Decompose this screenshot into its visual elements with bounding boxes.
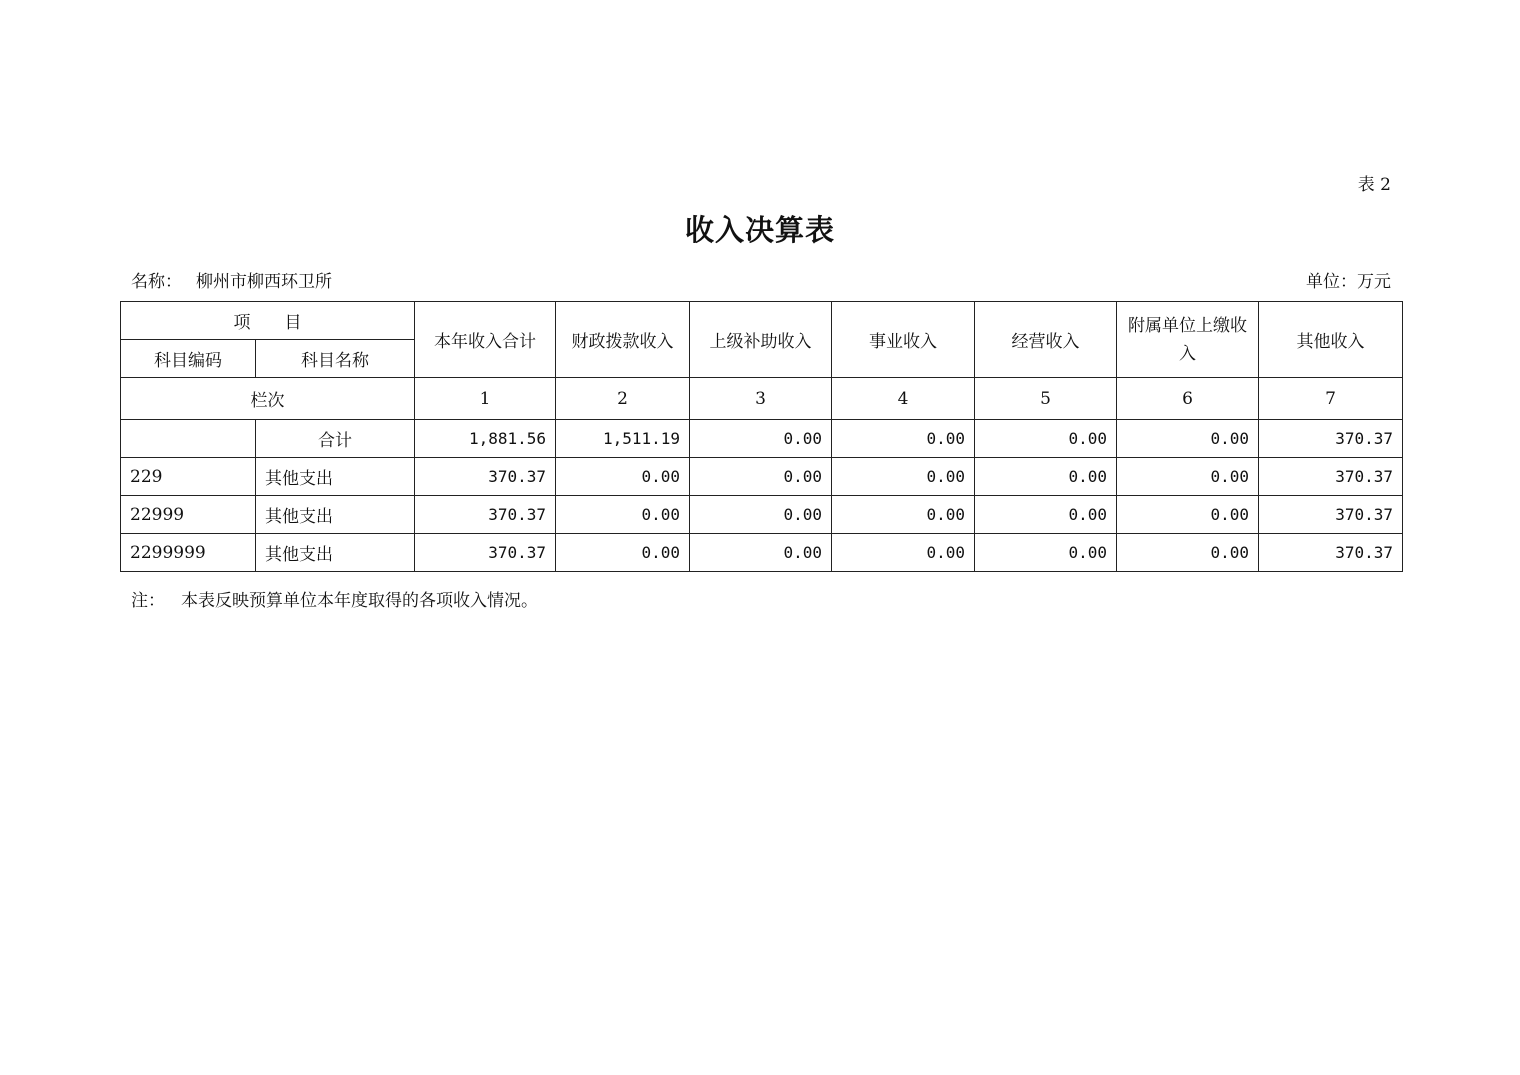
meta-row (131, 267, 1391, 291)
row-value: 370.37 (415, 534, 556, 572)
row-value: 0.00 (832, 420, 975, 458)
column-number: 4 (832, 378, 975, 420)
row-value: 1,881.56 (415, 420, 556, 458)
row-value: 0.00 (975, 496, 1117, 534)
row-code: 22999 (121, 496, 256, 534)
row-value: 370.37 (415, 458, 556, 496)
row-value: 0.00 (975, 458, 1117, 496)
row-value: 0.00 (832, 458, 975, 496)
code-header: 科目编码 (121, 340, 256, 378)
row-value: 370.37 (1259, 534, 1403, 572)
row-value: 0.00 (690, 496, 832, 534)
row-value: 370.37 (1259, 458, 1403, 496)
row-code (121, 420, 256, 458)
page-title: 收入决算表 (684, 213, 835, 247)
row-value: 0.00 (690, 420, 832, 458)
unit-label: 单位：万元 (1306, 272, 1391, 292)
org-label: 名称： (131, 272, 182, 292)
row-value: 370.37 (415, 496, 556, 534)
row-name: 合计 (256, 420, 415, 458)
row-value: 0.00 (556, 534, 690, 572)
column-index-label: 栏次 (121, 378, 415, 420)
col-header-total: 本年收入合计 (415, 302, 556, 378)
footnote-label: 注： (131, 591, 165, 611)
footnote (131, 586, 538, 611)
org-name: 柳州市柳西环卫所 (196, 272, 332, 292)
col-header-fiscal: 财政拨款收入 (556, 302, 690, 378)
header-row-1 (121, 302, 1403, 340)
row-value: 1,511.19 (556, 420, 690, 458)
row-code: 229 (121, 458, 256, 496)
row-value: 370.37 (1259, 420, 1403, 458)
row-name: 其他支出 (256, 458, 415, 496)
org-info (131, 267, 332, 292)
row-value: 0.00 (1117, 458, 1259, 496)
col-header-business: 事业收入 (832, 302, 975, 378)
row-value: 0.00 (690, 534, 832, 572)
row-value: 0.00 (690, 458, 832, 496)
column-number: 6 (1117, 378, 1259, 420)
row-value: 370.37 (1259, 496, 1403, 534)
column-number: 5 (975, 378, 1117, 420)
row-name: 其他支出 (256, 496, 415, 534)
row-value: 0.00 (832, 534, 975, 572)
column-number: 1 (415, 378, 556, 420)
row-name: 其他支出 (256, 534, 415, 572)
column-index-row (121, 378, 1403, 420)
name-header: 科目名称 (256, 340, 415, 378)
row-value: 0.00 (975, 534, 1117, 572)
table-row (121, 534, 1403, 572)
col-header-affiliated: 附属单位上缴收入 (1117, 302, 1259, 378)
column-number: 3 (690, 378, 832, 420)
row-value: 0.00 (556, 458, 690, 496)
row-value: 0.00 (975, 420, 1117, 458)
col-header-operating: 经营收入 (975, 302, 1117, 378)
row-value: 0.00 (1117, 420, 1259, 458)
col-header-superior: 上级补助收入 (690, 302, 832, 378)
table-row-total (121, 420, 1403, 458)
row-value: 0.00 (1117, 534, 1259, 572)
row-value: 0.00 (832, 496, 975, 534)
col-header-other: 其他收入 (1259, 302, 1403, 378)
row-value: 0.00 (556, 496, 690, 534)
row-code: 2299999 (121, 534, 256, 572)
footnote-text: 本表反映预算单位本年度取得的各项收入情况。 (181, 591, 538, 611)
table-number: 表 2 (1357, 175, 1391, 195)
income-table (120, 301, 1403, 572)
row-value: 0.00 (1117, 496, 1259, 534)
column-number: 2 (556, 378, 690, 420)
table-row (121, 458, 1403, 496)
group-header: 项 目 (121, 302, 415, 340)
table-row (121, 496, 1403, 534)
column-number: 7 (1259, 378, 1403, 420)
